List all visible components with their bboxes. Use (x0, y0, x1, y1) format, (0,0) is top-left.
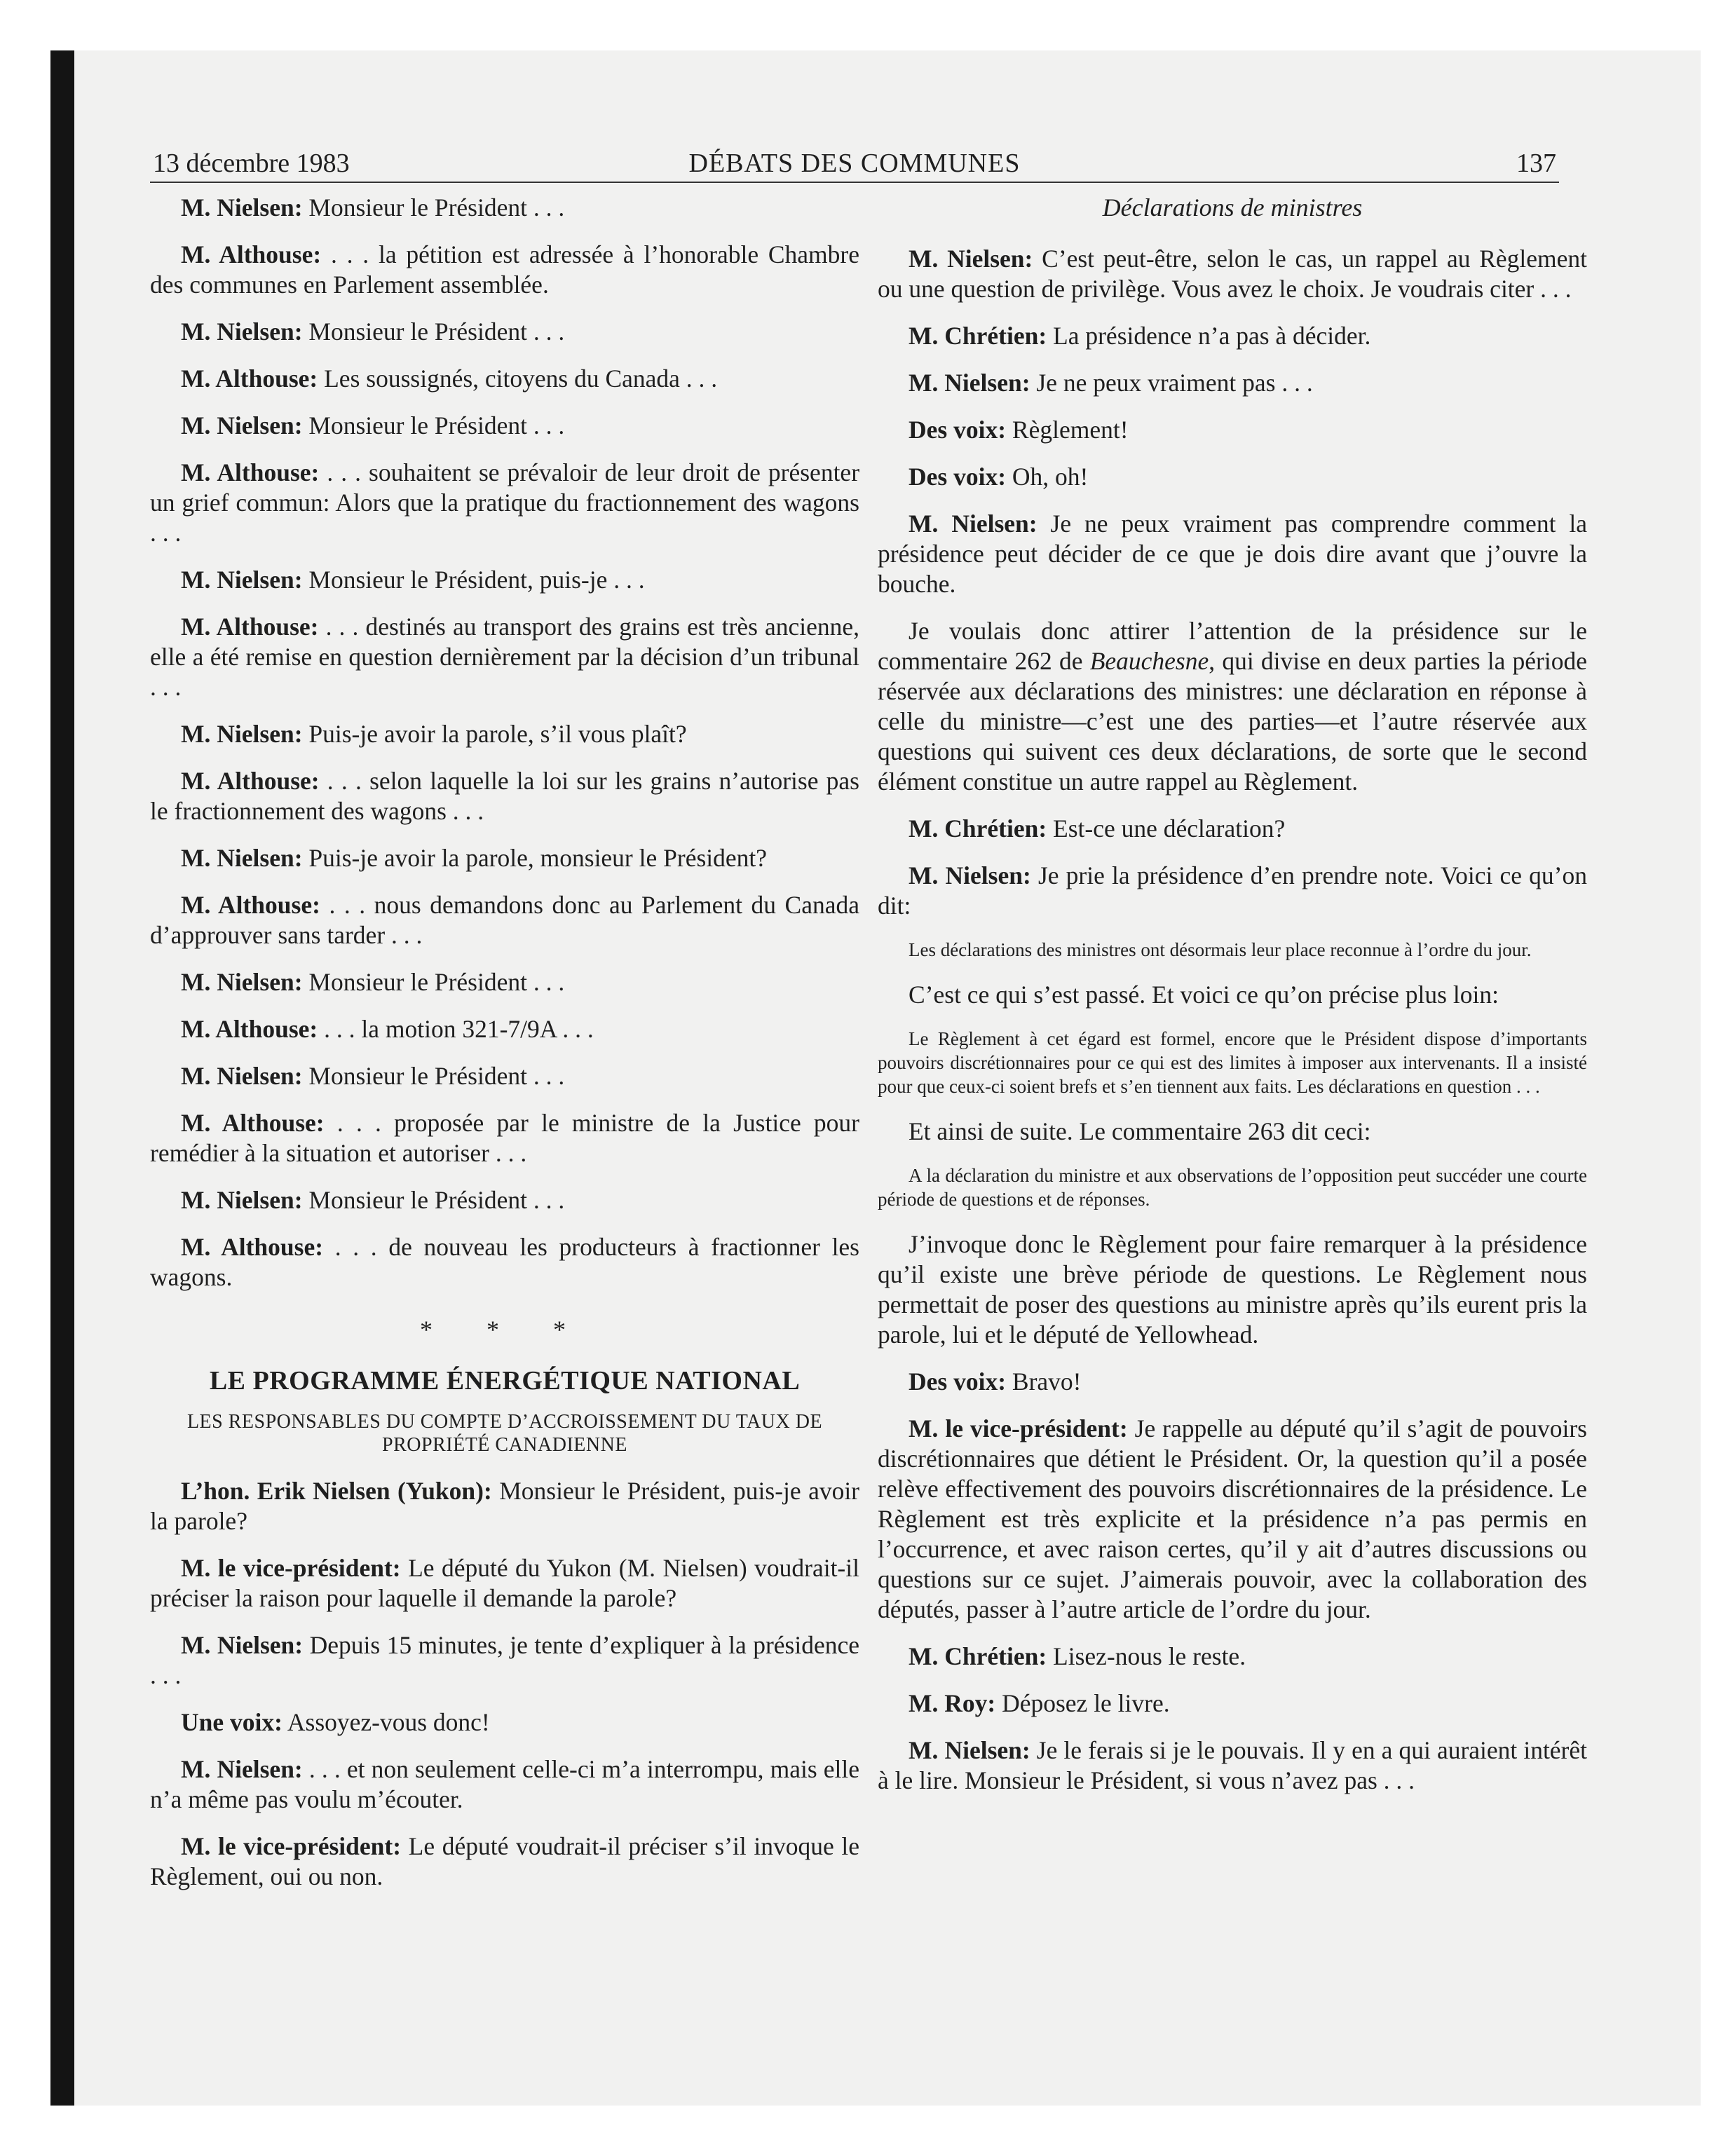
speech-paragraph (878, 1367, 1587, 1397)
speech-paragraph (150, 240, 859, 300)
speech-paragraph (878, 368, 1587, 398)
speech-paragraph (150, 1831, 859, 1892)
speech-text: Le député du Yukon (M. Nielsen) voudrait-il préciser la raison pour laquelle il demande la parole? (150, 1554, 859, 1612)
speech-paragraph (150, 967, 859, 997)
speech-text: Monsieur le Président, puis-je . . . (302, 566, 645, 594)
speaker-name: M. Nielsen: (181, 566, 303, 594)
header-date: 13 décembre 1983 (153, 149, 350, 178)
speech-text: Je prie la présidence d’en prendre note. Voici ce qu’on dit: (878, 861, 1587, 920)
speaker-name: M. Althouse: (181, 240, 322, 268)
speech-paragraph (150, 1476, 859, 1536)
speech-text: Puis-je avoir la parole, s’il vous plaît? (302, 720, 687, 748)
section-subtitle: LES RESPONSABLES DU COMPTE D’ACCROISSEMENT DU TAUX DE PROPRIÉTÉ CANADIENNE (186, 1411, 823, 1456)
block-quote: Les déclarations des ministres ont désormais leur place reconnue à l’ordre du jour. (909, 939, 1532, 960)
speaker-name: M. Nielsen: (181, 1631, 304, 1659)
speech-paragraph (150, 1185, 859, 1215)
speech-text: . . . selon laquelle la loi sur les grains n’autorise pas le fractionnement des wagons . . . (150, 767, 859, 825)
speaker-name: M. Althouse: (181, 767, 320, 795)
paragraph-text: , qui divise en deux parties la période réservée aux déclarations des ministres: une déclaration en réponse à celle du ministre—c’est une des parties—et l’autre réservée aux questions qui suivent ces deux déclarations, de sorte que le second élément constitue un autre rappel au Règlement. (878, 647, 1588, 796)
speaker-name: M. Nielsen: (909, 1736, 1030, 1764)
speech-paragraph (150, 1061, 859, 1091)
speech-text: . . . la pétition est adressée à l’honorable Chambre des communes en Parlement assemblée. (150, 240, 859, 299)
speech-text: Monsieur le Président . . . (302, 1062, 565, 1090)
speech-paragraph (150, 719, 859, 749)
speech-paragraph (150, 1754, 859, 1815)
speech-text: Je rappelle au député qu’il s’agit de pouvoirs discrétionnaires que détient le Président. Or, la question qu’il a posée relève effectivement des pouvoirs discrétionnaires de la présidence. Le Règlement est très explicite et la présidence n’a pas permis en l’occurrence, et avec raison certes, qu’il y ait d’autres discussions ou questions sur ce sujet. J’aimerais pouvoir, avec la collaboration des députés, passer à l’autre article de l’ordre du jour. (878, 1414, 1587, 1623)
speech-paragraph (150, 843, 859, 873)
speech-paragraph (150, 890, 859, 950)
speech-paragraph (878, 1688, 1587, 1719)
speech-text: Est-ce une déclaration? (1047, 814, 1286, 842)
speech-text: C’est peut-être, selon le cas, un rappel au Règlement ou une question de privilège. Vous avez le choix. Je voudrais citer . . . (878, 245, 1587, 303)
speaker-name: M. Althouse: (181, 613, 319, 641)
speech-paragraph (878, 861, 1587, 921)
paragraph-text: Je voulais donc attirer l’attention de la présidence sur le commentaire 262 de (878, 617, 1587, 675)
body-paragraph: J’invoque donc le Règlement pour faire remarquer à la présidence qu’il existe une brève période de questions. Le Règlement nous permettait de poser des questions au ministre après qu’ils eurent pris la parole, lui et le député de Yellowhead. (878, 1230, 1587, 1349)
speech-text: Je ne peux vraiment pas . . . (1030, 369, 1313, 397)
citation-title: Beauchesne (1089, 647, 1209, 675)
speaker-name: Des voix: (909, 1367, 1007, 1396)
speech-text: Puis-je avoir la parole, monsieur le Président? (302, 844, 768, 872)
speech-paragraph (878, 1735, 1587, 1796)
speech-paragraph (150, 458, 859, 548)
speaker-name: M. Roy: (909, 1689, 996, 1717)
speech-text: Les soussignés, citoyens du Canada . . . (318, 364, 718, 393)
speech-paragraph (878, 509, 1587, 599)
right-column (878, 193, 1587, 1813)
speech-text: Monsieur le Président . . . (302, 968, 565, 996)
speech-paragraph (150, 411, 859, 441)
speaker-name: M. Althouse: (181, 891, 320, 919)
speech-paragraph (878, 814, 1587, 844)
body-paragraph (878, 616, 1587, 797)
speaker-name: M. Chrétien: (909, 1642, 1047, 1670)
speaker-name: M. Althouse: (181, 1015, 318, 1043)
speaker-name: M. Nielsen: (181, 411, 303, 439)
speaker-name: M. Nielsen: (181, 1755, 303, 1783)
block-quote: A la déclaration du ministre et aux observations de l’opposition peut succéder une courte période de questions et de réponses. (878, 1165, 1587, 1210)
speaker-name: M. Nielsen: (909, 245, 1033, 273)
speech-text: . . . souhaitent se prévaloir de leur droit de présenter un grief commun: Alors que la pratique du fractionnement des wagons . . . (150, 458, 860, 547)
speech-text: Règlement! (1006, 416, 1129, 444)
speaker-name: M. Chrétien: (909, 322, 1047, 350)
speaker-name: M. Nielsen: (181, 193, 303, 221)
speech-paragraph (878, 1414, 1587, 1625)
speaker-name: M. Nielsen: (909, 861, 1031, 889)
speaker-name: M. Althouse: (181, 458, 320, 486)
speaker-name: M. Althouse: (181, 1109, 325, 1137)
speaker-name: M. le vice-président: (181, 1554, 401, 1582)
speech-paragraph (150, 364, 859, 394)
speech-text: . . . et non seulement celle-ci m’a interrompu, mais elle n’a même pas voulu m’écouter. (150, 1755, 860, 1813)
speaker-name: M. Nielsen: (181, 844, 303, 872)
speaker-name: M. Chrétien: (909, 814, 1047, 842)
right-subhead: Déclarations de ministres (1102, 193, 1363, 221)
header-journal-title: DÉBATS DES COMMUNES (688, 149, 1021, 178)
speech-paragraph (150, 1707, 859, 1738)
speaker-name: Une voix: (181, 1708, 283, 1736)
speech-text: Monsieur le Président . . . (302, 411, 565, 439)
speech-paragraph (150, 1630, 859, 1691)
speaker-name: M. Nielsen: (181, 1062, 303, 1090)
speaker-name: M. Nielsen: (181, 968, 303, 996)
speaker-name: M. Nielsen: (181, 318, 303, 346)
speaker-name: M. Althouse: (181, 364, 318, 393)
speech-paragraph (878, 1642, 1587, 1672)
speech-paragraph (150, 1014, 859, 1044)
header-page-number: 137 (1516, 149, 1556, 178)
scan-edge (50, 50, 74, 2106)
page-header (150, 144, 1559, 183)
speech-text: Depuis 15 minutes, je tente d’expliquer à la présidence . . . (150, 1631, 859, 1689)
speaker-name: L’hon. Erik Nielsen (Yukon): (181, 1477, 492, 1505)
speech-paragraph (150, 612, 859, 702)
speaker-name: Des voix: (909, 463, 1007, 491)
speech-paragraph (150, 1108, 859, 1168)
speech-text: Monsieur le Président . . . (302, 193, 565, 221)
body-paragraph: Et ainsi de suite. Le commentaire 263 dit ceci: (909, 1117, 1371, 1145)
speech-text: Monsieur le Président . . . (302, 1186, 565, 1214)
speech-text: . . . proposée par le ministre de la Justice pour remédier à la situation et autoriser . . . (150, 1109, 860, 1167)
speech-text: Le député voudrait-il préciser s’il invoque le Règlement, oui ou non. (150, 1832, 859, 1890)
speech-paragraph (150, 317, 859, 347)
speech-text: . . . destinés au transport des grains est très ancienne, elle a été remise en question dernièrement par la décision d’un tribunal . . . (150, 613, 860, 701)
speaker-name: M. Nielsen: (181, 720, 303, 748)
body-paragraph: C’est ce qui s’est passé. Et voici ce qu’on précise plus loin: (909, 981, 1499, 1009)
section-title: LE PROGRAMME ÉNERGÉTIQUE NATIONAL (209, 1366, 801, 1396)
speech-text: . . . de nouveau les producteurs à fractionner les wagons. (150, 1233, 859, 1291)
speech-text: Monsieur le Président . . . (302, 318, 565, 346)
speech-text: Lisez-nous le reste. (1047, 1642, 1246, 1670)
speech-paragraph (150, 1232, 859, 1292)
speech-text: . . . nous demandons donc au Parlement du Canada d’approuver sans tarder . . . (150, 891, 859, 949)
speech-text: . . . la motion 321-7/9A . . . (318, 1015, 594, 1043)
speaker-name: M. Nielsen: (181, 1186, 303, 1214)
speech-paragraph (150, 1553, 859, 1613)
speech-text: Déposez le livre. (995, 1689, 1170, 1717)
speech-text: La présidence n’a pas à décider. (1047, 322, 1371, 350)
speaker-name: Des voix: (909, 416, 1007, 444)
left-entries (150, 193, 859, 1292)
speaker-name: M. Althouse: (181, 1233, 324, 1261)
speech-paragraph (150, 193, 859, 223)
speech-paragraph (150, 766, 859, 826)
speaker-name: M. le vice-président: (909, 1414, 1128, 1442)
speech-paragraph (878, 244, 1587, 304)
speaker-name: M. Nielsen: (909, 369, 1030, 397)
speech-text: Bravo! (1006, 1367, 1082, 1396)
speech-text: Je le ferais si je le pouvais. Il y en a qui auraient intérêt à le lire. Monsieur le Président, si vous n’avez pas . . . (878, 1736, 1588, 1794)
speech-paragraph (150, 565, 859, 595)
speech-text: Assoyez-vous donc! (282, 1708, 490, 1736)
speech-text: Oh, oh! (1006, 463, 1089, 491)
left-entries-after (150, 1476, 859, 1892)
section-separator-stars: * * * (420, 1316, 590, 1344)
speech-paragraph (878, 415, 1587, 445)
left-column (150, 193, 859, 1909)
speaker-name: M. le vice-président: (181, 1832, 402, 1860)
block-quote: Le Règlement à cet égard est formel, encore que le Président dispose d’importants pouvoirs discrétionnaires pour ce qui est des limites à imposer aux intervenants. Il a insisté pour que ceux-ci soient brefs et s’en tiennent aux faits. Les déclarations en question . . . (878, 1028, 1587, 1097)
speech-text: Je ne peux vraiment pas comprendre comment la présidence peut décider de ce que je dois dire avant que j’ouvre la bouche. (878, 510, 1587, 598)
speech-paragraph (878, 321, 1587, 351)
speech-paragraph (878, 462, 1587, 492)
speech-text: Monsieur le Président, puis-je avoir la parole? (150, 1477, 860, 1535)
speaker-name: M. Nielsen: (909, 510, 1037, 538)
